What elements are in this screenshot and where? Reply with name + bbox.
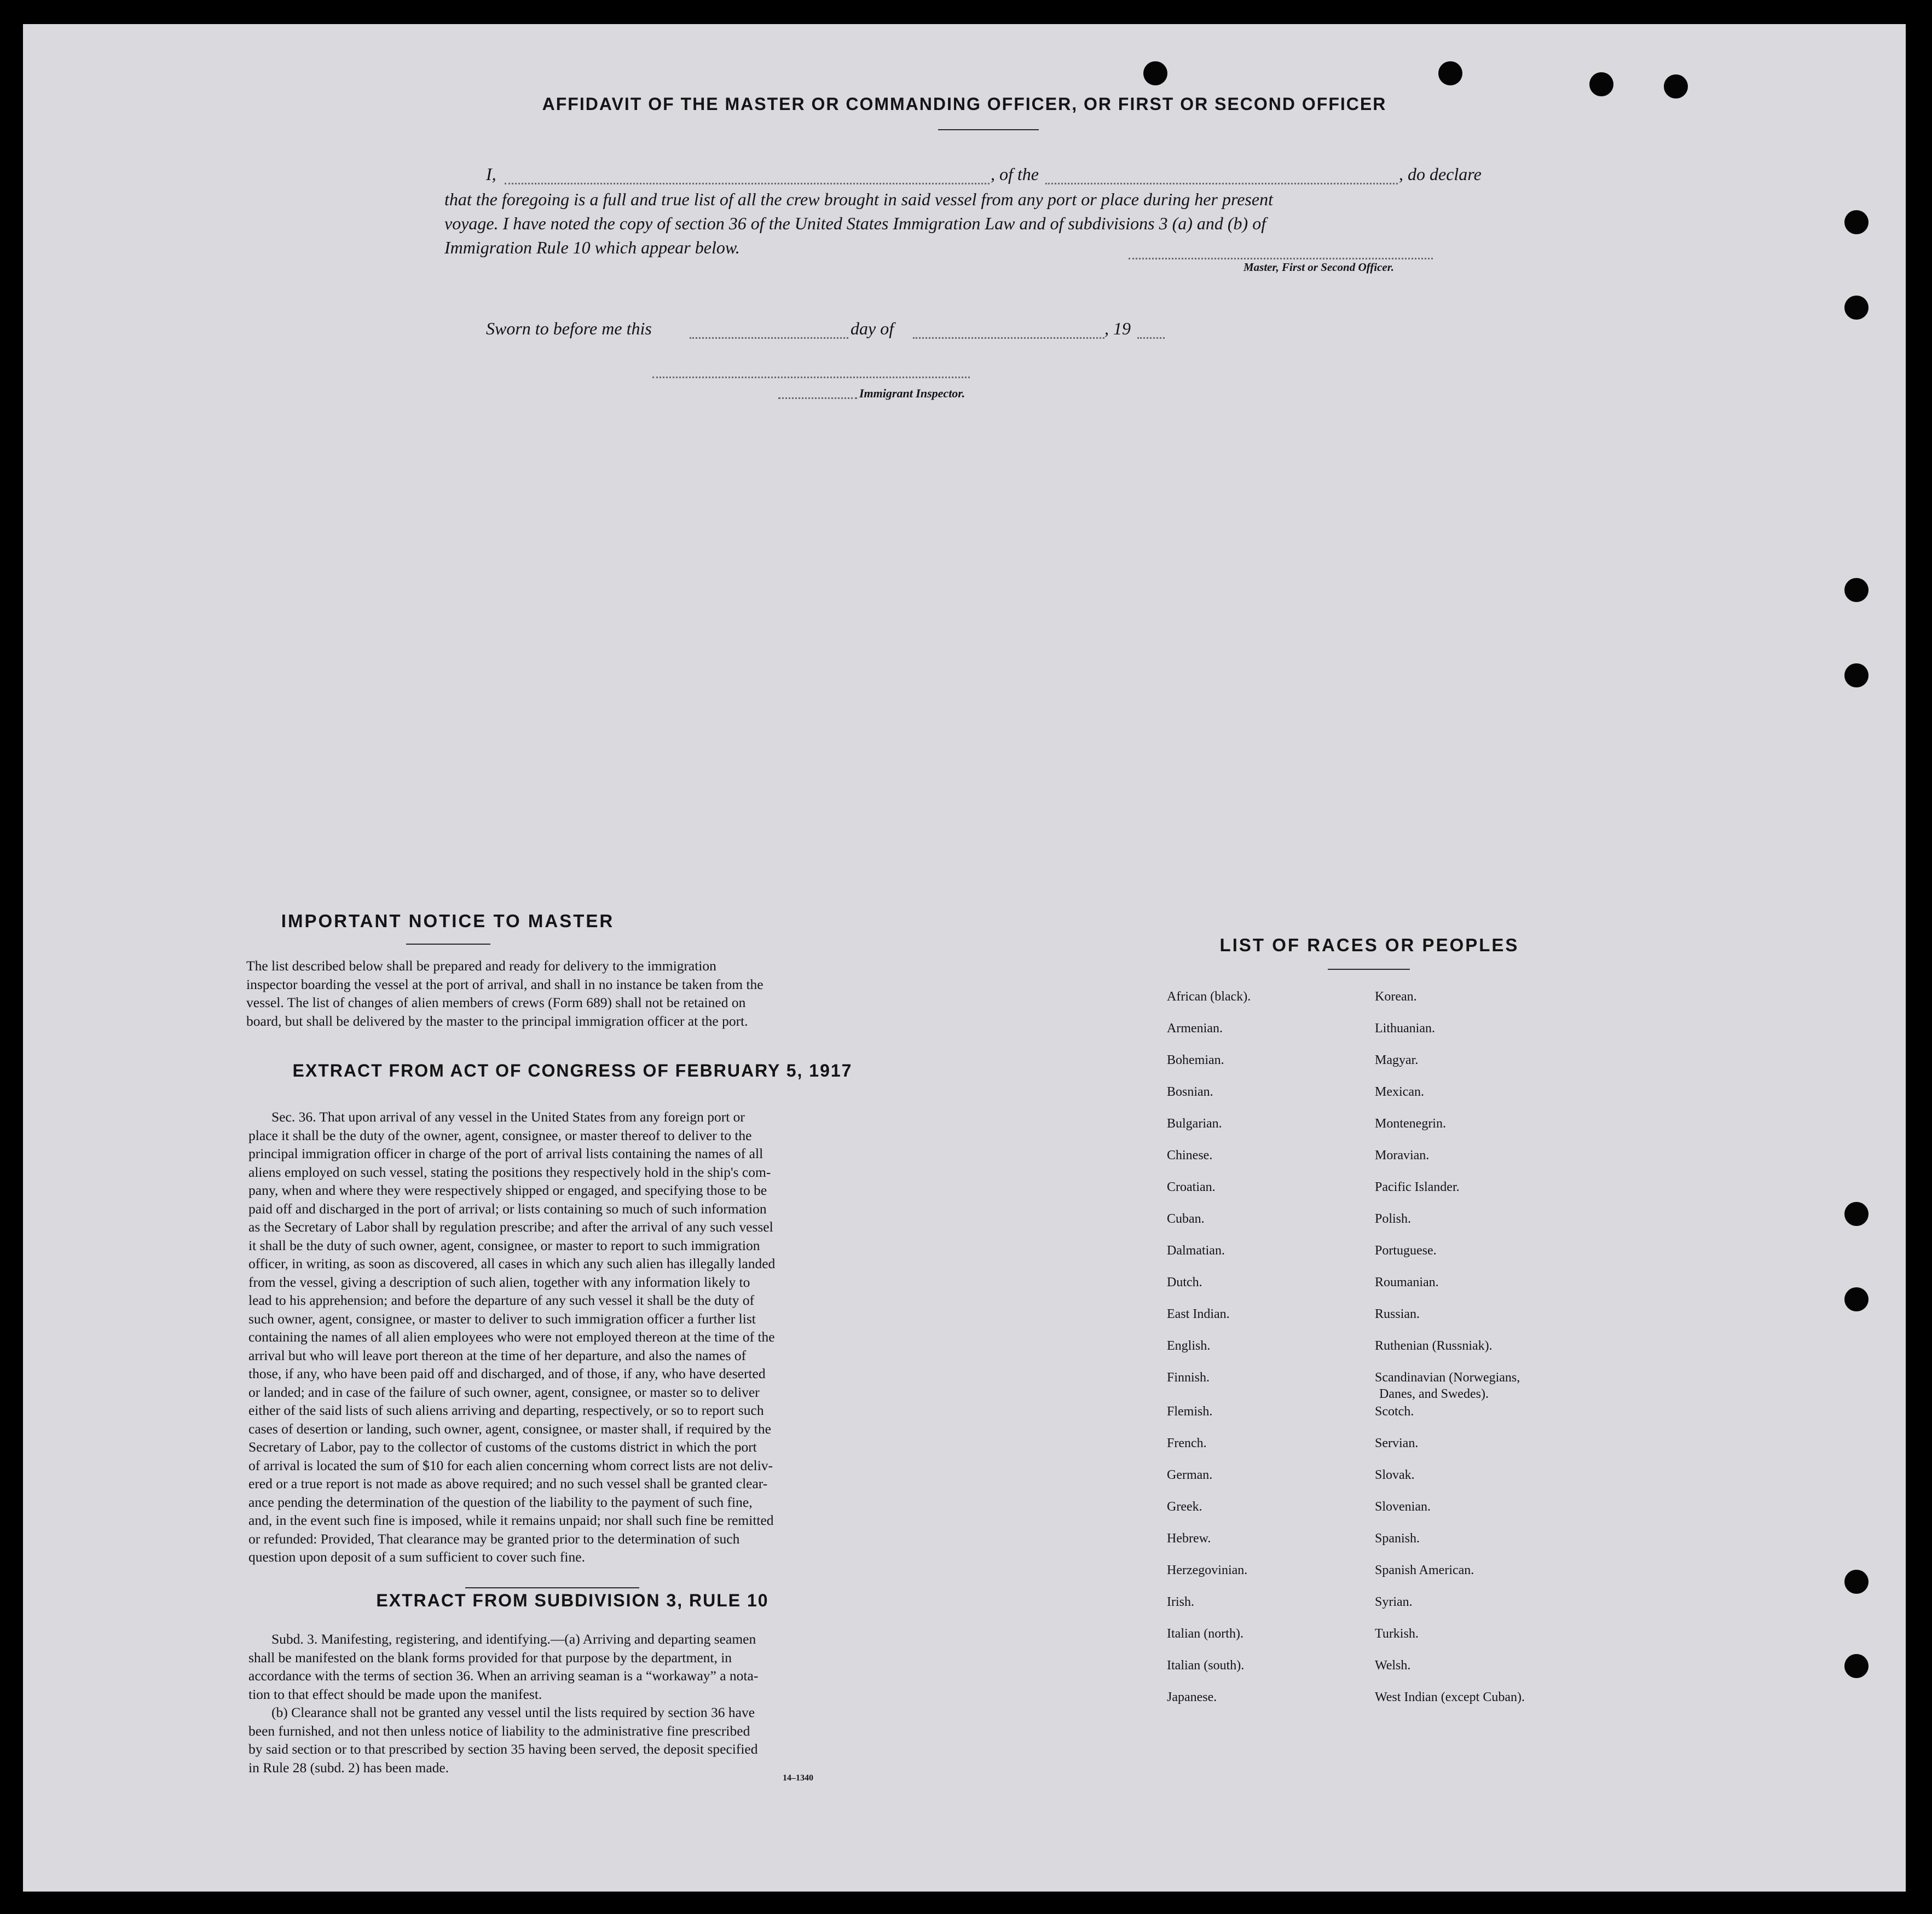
act-line: or refunded: Provided, That clearance may be granted prior to the determination of such [248, 1530, 740, 1547]
race-item: Italian (north). [1167, 1627, 1243, 1641]
act-line: such owner, agent, consignee, or master to deliver to such immigration officer a further list [248, 1310, 756, 1327]
punch-hole-decoration [1844, 210, 1869, 234]
race-item: Irish. [1167, 1595, 1194, 1609]
race-item: Lithuanian. [1375, 1021, 1435, 1036]
race-item: Turkish. [1375, 1627, 1419, 1641]
race-item: Pacific Islander. [1375, 1180, 1460, 1194]
races-underline [1328, 969, 1410, 970]
notice-line: board, but shall be delivered by the master to the principal immigration officer at the port. [246, 1013, 748, 1029]
rule-extract-title: EXTRACT FROM SUBDIVISION 3, RULE 10 [376, 1591, 769, 1610]
race-item: Korean. [1375, 990, 1417, 1004]
act-line: lead to his apprehension; and before the departure of any such vessel it shall be the duty of [248, 1292, 755, 1308]
act-line: question upon deposit of a sum sufficient to cover such fine. [248, 1549, 585, 1565]
races-title: LIST OF RACES OR PEOPLES [1219, 935, 1519, 955]
act-line: of arrival is located the sum of $10 for each alien concerning whom correct lists are not deliv- [248, 1457, 773, 1473]
form-number: 14–1340 [783, 1773, 813, 1783]
affidavit-line-2: that the foregoing is a full and true list of all the crew brought in said vessel from any port or place during her present [444, 189, 1273, 209]
act-line: it shall be the duty of such owner, agent, consignee, or master to report to such immigration [248, 1237, 760, 1253]
race-item: Finnish. [1167, 1371, 1210, 1385]
notice-line: vessel. The list of changes of alien members of crews (Form 689) shall not be retained on [246, 994, 746, 1010]
race-item: Bulgarian. [1167, 1117, 1222, 1131]
race-item: Japanese. [1167, 1690, 1217, 1704]
year-blank-line [1137, 337, 1165, 339]
act-line: cases of desertion or landing, such owner, agent, consignee, or master shall, if required by the [248, 1420, 771, 1437]
year-label: , 19 [1104, 319, 1131, 338]
act-line: place it shall be the duty of the owner, agent, consignee, or master thereof to deliver to the [248, 1127, 752, 1143]
inspector-signature-line [652, 377, 970, 378]
race-item: Syrian. [1375, 1595, 1413, 1609]
act-line: ered or a true report is not made as above required; and no such vessel shall be granted clear- [248, 1476, 768, 1491]
race-item: Portuguese. [1375, 1244, 1437, 1258]
race-item: Polish. [1375, 1212, 1412, 1226]
rule-line: (b) Clearance shall not be granted any vessel until the lists required by section 36 have [271, 1704, 755, 1720]
race-item: Mexican. [1375, 1085, 1424, 1099]
race-item: Slovak. [1375, 1468, 1415, 1482]
race-item: Montenegrin. [1375, 1117, 1446, 1131]
race-item: Italian (south). [1167, 1658, 1245, 1673]
race-item: Bosnian. [1167, 1085, 1213, 1099]
month-blank-line [913, 337, 1104, 339]
race-item: Flemish. [1167, 1404, 1213, 1419]
act-line: Sec. 36. That upon arrival of any vessel in the United States from any foreign port or [271, 1109, 745, 1125]
act-line: pany, when and where they were respectively shipped or engaged, and specifying those to be [248, 1182, 767, 1198]
sworn-day-blank-line [690, 337, 848, 339]
act-line: containing the names of all alien employees who were not employed thereon at the time of the [248, 1329, 775, 1345]
affidavit-line-4: Immigration Rule 10 which appear below. [444, 238, 740, 257]
race-item: Hebrew. [1167, 1531, 1211, 1546]
rule-extract-body [248, 1630, 899, 1777]
race-item: Roumanian. [1375, 1275, 1439, 1290]
punch-hole-decoration [1844, 1202, 1869, 1226]
punch-hole-decoration [1438, 61, 1462, 85]
master-signature-label: Master, First or Second Officer. [1243, 261, 1394, 274]
race-item: German. [1167, 1468, 1213, 1482]
rule-line: tion to that effect should be made upon the manifest. [248, 1686, 542, 1702]
act-line: arrival but who will leave port thereon at the time of her departure, and also the names of [248, 1347, 747, 1363]
affidavit-i-label: I, [486, 164, 496, 184]
act-line: either of the said lists of such aliens arriving and departing, respectively, or so to report such [248, 1402, 764, 1418]
affidavit-of-the-label: , of the [991, 164, 1039, 184]
punch-hole-decoration [1844, 296, 1869, 320]
act-extract-body [248, 1108, 899, 1566]
race-item: English. [1167, 1339, 1211, 1353]
rule-line: accordance with the terms of section 36. When an arriving seaman is a “workaway” a nota- [248, 1668, 759, 1684]
act-line: or landed; and in case of the failure of such owner, agent, consignee, or master so to deliver [248, 1384, 760, 1400]
race-item: Dutch. [1167, 1275, 1202, 1290]
punch-hole-decoration [1844, 1287, 1869, 1311]
affidavit-line-3: voyage. I have noted the copy of section 36 of the United States Immigration Law and of subdivisions 3 (a) and (b) of [444, 213, 1266, 233]
race-item: Spanish. [1375, 1531, 1420, 1546]
punch-hole-decoration [1589, 72, 1613, 96]
race-item: French. [1167, 1436, 1207, 1450]
race-item: Armenian. [1167, 1021, 1223, 1036]
act-line: paid off and discharged in the port of arrival; or lists containing so much of such information [248, 1200, 767, 1217]
punch-hole-decoration [1844, 578, 1869, 602]
act-line: aliens employed on such vessel, stating the positions they respectively hold in the ship's com- [248, 1164, 771, 1180]
act-line: and, in the event such fine is imposed, while it remains unpaid; nor shall such fine be remitted [248, 1512, 774, 1528]
act-line: principal immigration officer in charge of the port of arrival lists containing the names of all [248, 1146, 763, 1161]
inspector-signature-line-short [778, 397, 857, 399]
act-line: officer, in writing, as soon as discovered, all cases in which any such alien has illegally landed [248, 1256, 776, 1271]
act-extract-title: EXTRACT FROM ACT OF CONGRESS OF FEBRUARY 5, 1917 [292, 1061, 853, 1080]
act-line: from the vessel, giving a description of such alien, together with any information likely to [248, 1274, 750, 1290]
race-item: Danes, and Swedes). [1379, 1387, 1489, 1401]
section-divider [465, 1587, 639, 1588]
race-item: Welsh. [1375, 1658, 1411, 1673]
race-item: West Indian (except Cuban). [1375, 1690, 1525, 1704]
vessel-blank-line [1045, 183, 1398, 184]
affidavit-declare-label: , do declare [1399, 164, 1482, 184]
race-item: Spanish American. [1375, 1563, 1474, 1577]
race-item: Croatian. [1167, 1180, 1216, 1194]
punch-hole-decoration [1143, 61, 1167, 85]
punch-hole-decoration [1844, 663, 1869, 687]
race-item: Bohemian. [1167, 1053, 1224, 1067]
race-item: African (black). [1167, 990, 1251, 1004]
race-item: Russian. [1375, 1307, 1420, 1321]
race-item: East Indian. [1167, 1307, 1230, 1321]
act-line: those, if any, who have been paid off and discharged, and of those, if any, who have deserted [248, 1366, 766, 1381]
rule-line: in Rule 28 (subd. 2) has been made. [248, 1759, 449, 1776]
race-item: Scandinavian (Norwegians, [1375, 1371, 1520, 1385]
affidavit-title: AFFIDAVIT OF THE MASTER OR COMMANDING OFFICER, OR FIRST OR SECOND OFFICER [542, 94, 1387, 114]
race-item: Dalmatian. [1167, 1244, 1225, 1258]
race-item: Slovenian. [1375, 1500, 1431, 1514]
race-item: Cuban. [1167, 1212, 1205, 1226]
act-line: as the Secretary of Labor shall by regulation prescribe; and after the arrival of any such vessel [248, 1219, 773, 1235]
notice-line: inspector boarding the vessel at the port of arrival, and shall in no instance be taken from the [246, 976, 763, 992]
race-item: Ruthenian (Russniak). [1375, 1339, 1493, 1353]
document-page [23, 24, 1906, 1892]
rule-line: shall be manifested on the blank forms provided for that purpose by the department, in [248, 1649, 732, 1666]
race-item: Moravian. [1375, 1148, 1430, 1163]
punch-hole-decoration [1844, 1570, 1869, 1594]
rule-line: been furnished, and not then unless notice of liability to the administrative fine prescribed [248, 1722, 750, 1739]
day-of-label: day of [851, 319, 894, 338]
sworn-label: Sworn to before me this [486, 319, 652, 338]
name-blank-line [505, 183, 990, 184]
notice-underline [406, 944, 490, 945]
race-item: Servian. [1375, 1436, 1419, 1450]
act-line: Secretary of Labor, pay to the collector of customs of the customs district in which the port [248, 1439, 757, 1455]
race-item: Scotch. [1375, 1404, 1414, 1419]
race-item: Herzegovinian. [1167, 1563, 1248, 1577]
race-item: Greek. [1167, 1500, 1202, 1514]
notice-body [246, 957, 899, 1030]
act-line: ance pending the determination of the question of the liability to the payment of such fine, [248, 1494, 753, 1510]
inspector-label: Immigrant Inspector. [859, 386, 965, 400]
rule-line: by said section or to that prescribed by section 35 having been served, the deposit specified [248, 1741, 758, 1757]
rule-line: Subd. 3. Manifesting, registering, and identifying.—(a) Arriving and departing seamen [271, 1631, 756, 1647]
notice-title: IMPORTANT NOTICE TO MASTER [281, 911, 615, 931]
title-underline [938, 129, 1039, 130]
notice-line: The list described below shall be prepared and ready for delivery to the immigration [246, 958, 716, 974]
race-item: Magyar. [1375, 1053, 1419, 1067]
punch-hole-decoration [1844, 1654, 1869, 1678]
master-signature-line [1129, 258, 1433, 259]
race-item: Chinese. [1167, 1148, 1213, 1163]
